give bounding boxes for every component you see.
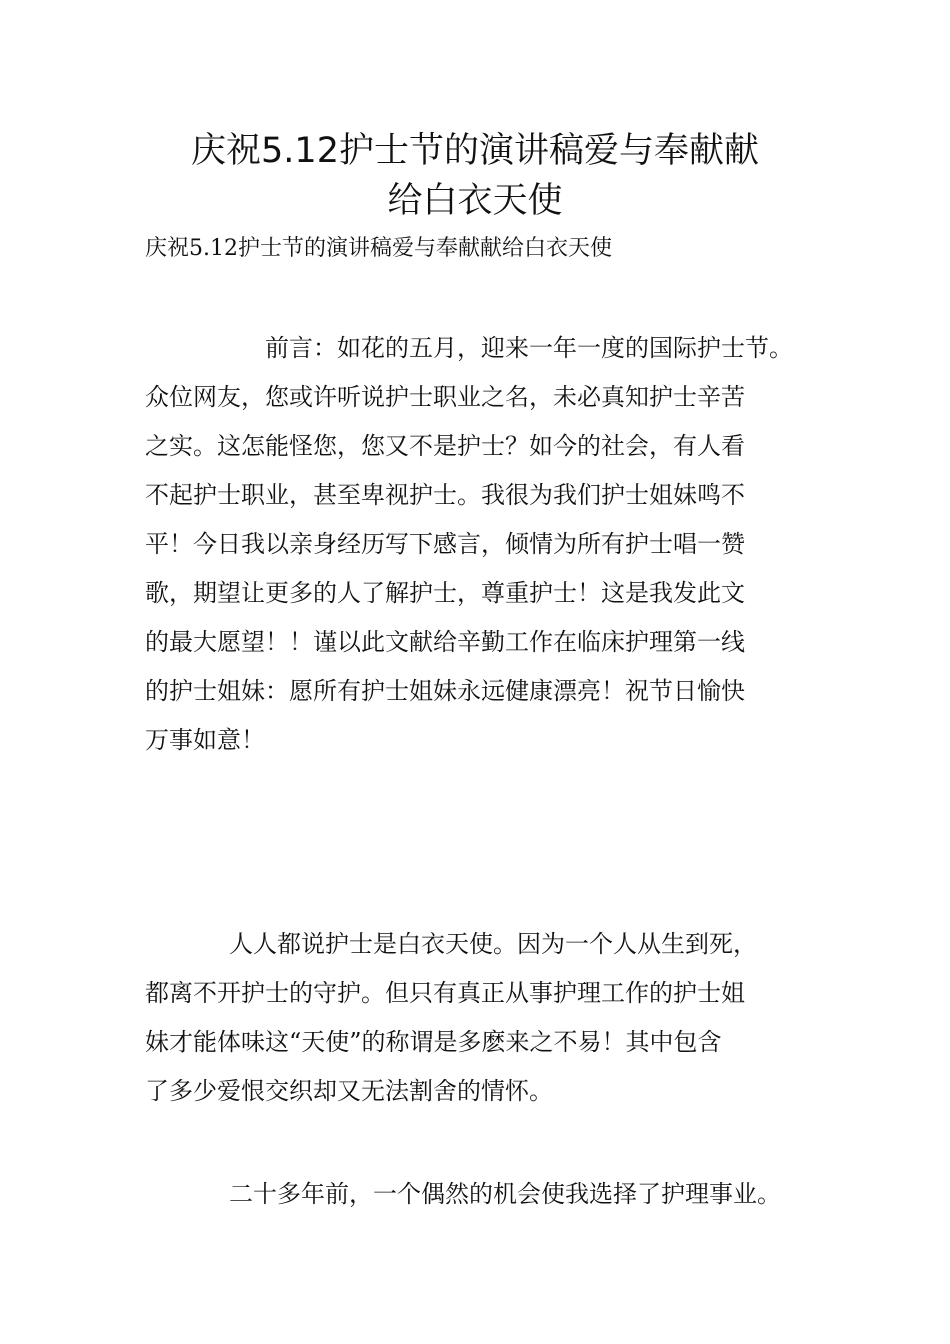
paragraph-line: 的护士姐妹：愿所有护士姐妹永远健康漂亮！祝节日愉快 <box>145 677 745 705</box>
body-paragraph <box>145 920 835 1116</box>
paragraph-line: 前言：如花的五月，迎来一年一度的国际护士节。 <box>265 334 793 362</box>
title-line: 给白衣天使 <box>387 181 563 221</box>
paragraph-line: 人人都说护士是白衣天使。因为一个人从生到死， <box>229 930 757 958</box>
paragraph-line: 歌，期望让更多的人了解护士，尊重护士！这是我发此文 <box>145 579 745 607</box>
paragraph-line: 妹才能体味这“天使”的称谓是多麽来之不易！其中包含 <box>145 1028 722 1056</box>
paragraph-line: 万事如意！ <box>145 726 265 754</box>
body-paragraph <box>145 1170 835 1219</box>
document-title <box>120 126 830 226</box>
paragraph-line: 之实。这怎能怪您，您又不是护士？如今的社会，有人看 <box>145 432 745 460</box>
paragraph-line: 平！今日我以亲身经历写下感言，倾情为所有护士唱一赞 <box>145 530 745 558</box>
title-line: 庆祝5.12护士节的演讲稿爱与奉献献 <box>191 131 759 171</box>
paragraph-line: 都离不开护士的守护。但只有真正从事护理工作的护士姐 <box>145 979 745 1007</box>
document-subtitle: 庆祝5.12护士节的演讲稿爱与奉献献给白衣天使 <box>145 236 612 261</box>
preface-paragraph <box>145 324 835 765</box>
paragraph-line: 不起护士职业，甚至卑视护士。我很为我们护士姐妹鸣不 <box>145 481 745 509</box>
paragraph-line: 了多少爱恨交织却又无法割舍的情怀。 <box>145 1077 553 1105</box>
paragraph-line: 的最大愿望！！谨以此文献给辛勤工作在临床护理第一线 <box>145 628 745 656</box>
paragraph-line: 众位网友，您或许听说护士职业之名，未必真知护士辛苦 <box>145 383 745 411</box>
paragraph-line: 二十多年前，一个偶然的机会使我选择了护理事业。 <box>229 1180 781 1208</box>
